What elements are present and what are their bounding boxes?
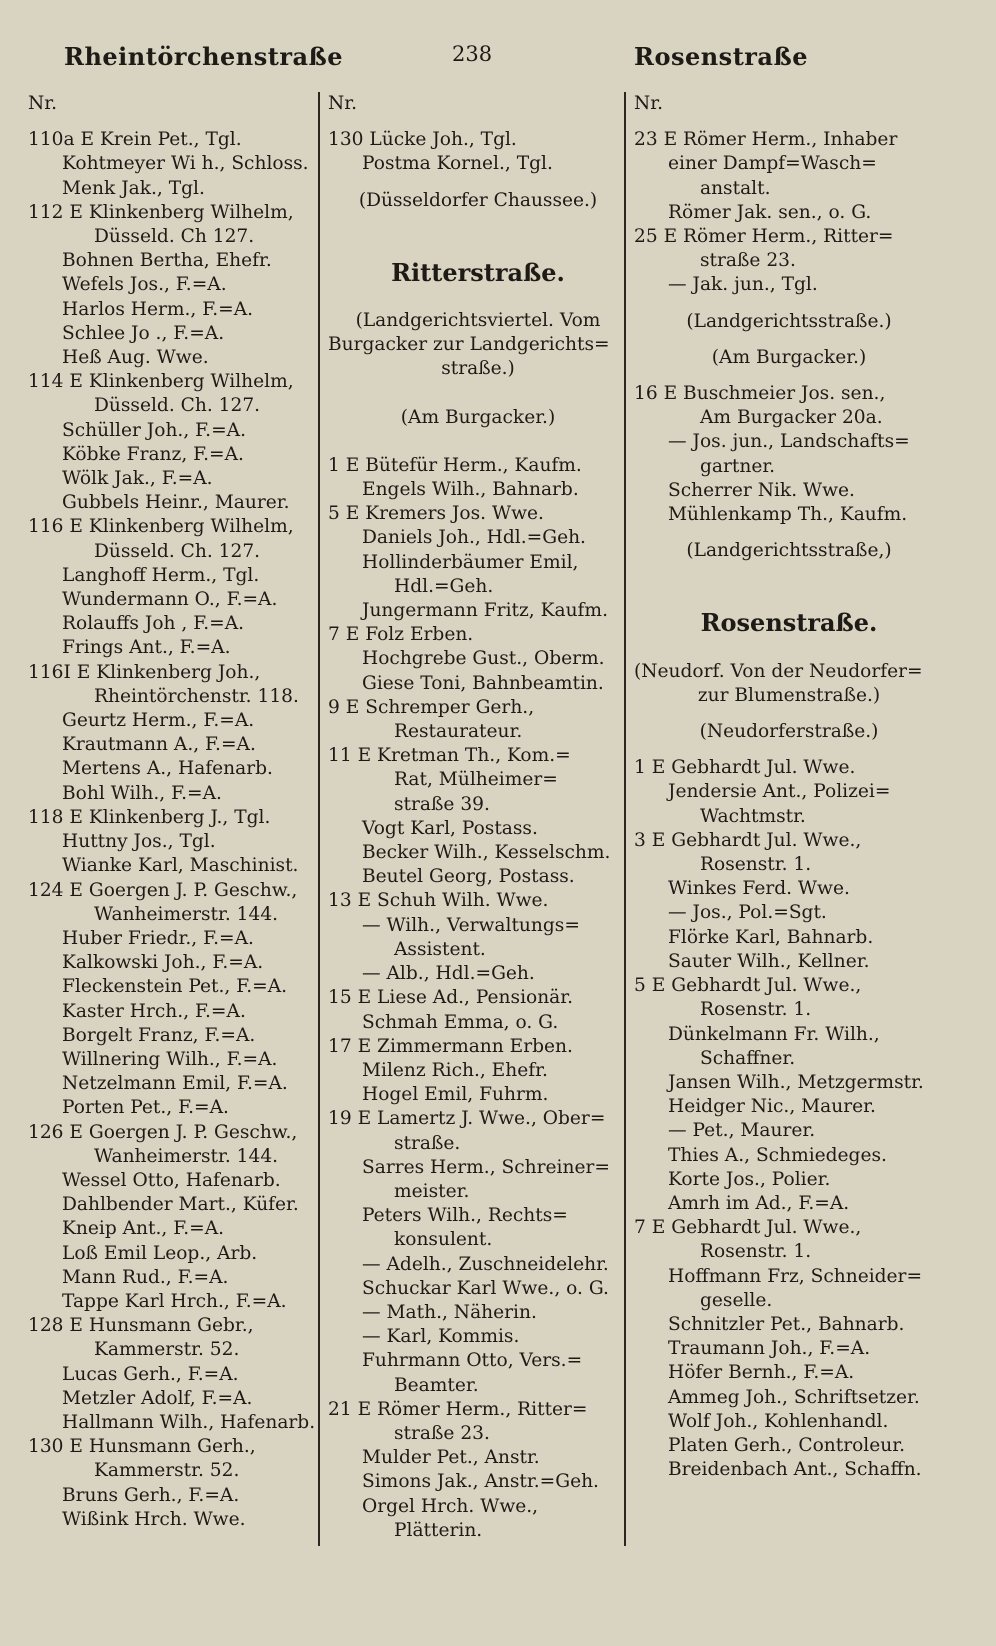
directory-entry: — Jos. jun., Landschafts= [668,431,910,453]
street-description: Burgacker zur Landgerichts= [328,334,610,356]
directory-entry: Wianke Karl, Maschinist. [62,855,299,877]
directory-entry: Wundermann O., F.=A. [62,589,278,611]
directory-entry: Engels Wilh., Bahnarb. [362,479,579,501]
directory-entry: 15 E Liese Ad., Pensionär. [328,987,574,1009]
directory-entry: Huber Friedr., F.=A. [62,927,254,949]
directory-entry: 110a E Krein Pet., Tgl. [28,129,242,151]
directory-entry: — Math., Näherin. [362,1301,537,1323]
directory-entry: Wanheimerstr. 144. [94,903,279,925]
directory-entry: Kammerstr. 52. [94,1460,240,1482]
directory-entry: Rat, Mülheimer= [394,769,558,791]
entry-list [634,382,944,527]
directory-entry: Breidenbach Ant., Schaffn. [668,1459,922,1481]
directory-entry: Hoffmann Frz, Schneider= [668,1265,923,1287]
directory-entry: straße 39. [394,793,490,815]
directory-entry: 25 E Römer Herm., Ritter= [634,226,894,248]
directory-entry: — Pet., Maurer. [668,1120,816,1142]
directory-entry: — Alb., Hdl.=Geh. [362,963,535,985]
directory-entry: Düsseld. Ch 127. [94,226,255,248]
directory-entry: Römer Jak. sen., o. G. [668,201,872,223]
directory-entry: Sarres Herm., Schreiner= [362,1156,610,1178]
nr-heading: Nr. [28,93,58,114]
directory-entry: Fuhrmann Otto, Vers.= [362,1350,583,1372]
nr-heading: Nr. [634,93,664,114]
directory-entry: 9 E Schremper Gerh., [328,696,535,718]
directory-entry: 5 E Gebhardt Jul. Wwe., [634,975,862,997]
street-heading: Ritterstraße. [391,260,565,286]
directory-entry: 17 E Zimmermann Erben. [328,1035,573,1057]
directory-entry: Hdl.=Geh. [394,575,494,597]
directory-entry: 11 E Kretman Th., Kom.= [328,745,571,767]
directory-entry: Giese Toni, Bahnbeamtin. [362,672,604,694]
directory-entry: Fleckenstein Pet., F.=A. [62,976,288,998]
street-description: (Landgerichtsviertel. Vom [355,310,601,332]
directory-entry: Metzler Adolf, F.=A. [62,1387,253,1409]
directory-entry: Rolauffs Joh , F.=A. [62,613,245,635]
directory-entry: Heß Aug. Wwe. [62,347,209,369]
directory-entry: 13 E Schuh Wilh. Wwe. [328,890,549,912]
directory-entry: konsulent. [394,1229,493,1251]
directory-entry: Wefels Jos., F.=A. [62,274,227,296]
directory-entry: — Wilh., Verwaltungs= [362,914,580,936]
directory-entry: 19 E Lamertz J. Wwe., Ober= [328,1108,606,1130]
directory-entry: Scherrer Nik. Wwe. [668,479,855,501]
directory-entry: Plätterin. [394,1519,483,1541]
directory-entry: Sauter Wilh., Kellner. [668,950,870,972]
directory-entry: Bohnen Bertha, Ehefr. [62,250,272,272]
cross-street: (Neudorferstraße.) [699,721,879,743]
directory-entry: Mertens A., Hafenarb. [62,758,273,780]
directory-entry: Düsseld. Ch. 127. [94,540,261,562]
directory-entry: Bruns Gerh., F.=A. [62,1484,240,1506]
directory-entry: Milenz Rich., Ehefr. [362,1059,548,1081]
directory-entry: Heidger Nic., Maurer. [668,1096,876,1118]
street-description: zur Blumenstraße.) [697,684,881,706]
directory-entry: Porten Pet., F.=A. [62,1097,229,1119]
directory-entry: einer Dampf=Wasch= [668,153,877,175]
directory-entry: straße 23. [700,250,796,272]
directory-entry: Assistent. [394,938,486,960]
directory-entry: Loß Emil Leop., Arb. [62,1242,258,1264]
directory-entry: Kaster Hrch., F.=A. [62,1000,246,1022]
directory-entry: 1 E Bütefür Herm., Kaufm. [328,454,582,476]
directory-entry: — Jos., Pol.=Sgt. [668,902,827,924]
directory-entry: Hallmann Wilh., Hafenarb. [62,1411,316,1433]
directory-entry: Kohtmeyer Wi h., Schloss. [62,153,309,175]
street-description: (Neudorf. Von der Neudorfer= [634,660,923,682]
directory-entry: Orgel Hrch. Wwe., [362,1495,539,1517]
cross-street: (Landgerichtsstraße,) [686,540,892,562]
directory-entry: Harlos Herm., F.=A. [62,298,254,320]
cross-street: (Landgerichtsstraße.) [686,310,892,332]
cross-street: (Düsseldorfer Chaussee.) [358,189,598,211]
directory-entry: Postma Kornel., Tgl. [362,153,553,175]
running-head-right: Rosenstraße [634,42,808,71]
directory-entry: Netzelmann Emil, F.=A. [62,1073,288,1095]
directory-entry: Daniels Joh., Hdl.=Geh. [362,527,586,549]
directory-entry: Becker Wilh., Kesselschm. [362,842,611,864]
directory-entry: Höfer Bernh., F.=A. [668,1362,855,1384]
directory-entry: Schaffner. [700,1047,796,1069]
directory-entry: Wölk Jak., F.=A. [62,468,213,490]
directory-entry: Dünkelmann Fr. Wilh., [668,1023,880,1045]
cross-street: (Am Burgacker.) [400,406,556,428]
directory-entry: Wißink Hrch. Wwe. [62,1508,246,1530]
directory-entry: Simons Jak., Anstr.=Geh. [362,1471,599,1493]
nr-heading: Nr. [328,93,358,114]
entry-list [634,756,944,1482]
directory-entry: 114 E Klinkenberg Wilhelm, [28,371,294,393]
directory-entry: anstalt. [700,177,771,199]
entry-list [28,128,320,1532]
directory-entry: Hochgrebe Gust., Oberm. [362,648,605,670]
page-number: 238 [452,42,493,66]
directory-entry: Jansen Wilh., Metzgermstr. [668,1071,924,1093]
directory-entry: Dahlbender Mart., Küfer. [62,1194,299,1216]
cross-street: (Am Burgacker.) [711,346,867,368]
directory-entry: 130 E Hunsmann Gerh., [28,1436,256,1458]
directory-entry: Mulder Pet., Anstr. [362,1447,540,1469]
directory-entry: Thies A., Schmiedeges. [668,1144,887,1166]
directory-entry: Traumann Joh., F.=A. [668,1338,871,1360]
directory-entry: Kneip Ant., F.=A. [62,1218,225,1240]
directory-entry: Amrh im Ad., F.=A. [668,1192,850,1214]
running-head-left: Rheintörchenstraße [64,42,344,71]
directory-entry: Korte Jos., Polier. [668,1168,831,1190]
column-2 [328,92,628,1543]
directory-entry: Ammeg Joh., Schriftsetzer. [668,1386,920,1408]
directory-entry: Mann Rud., F.=A. [62,1266,229,1288]
directory-entry: Geurtz Herm., F.=A. [62,710,255,732]
directory-entry: — Karl, Kommis. [362,1326,520,1348]
directory-entry: Bohl Wilh., F.=A. [62,782,222,804]
directory-entry: Wachtmstr. [700,805,806,827]
directory-entry: 116 E Klinkenberg Wilhelm, [28,516,294,538]
directory-entry: geselle. [700,1289,773,1311]
directory-entry: Willnering Wilh., F.=A. [62,1048,278,1070]
directory-entry: 126 E Goergen J. P. Geschw., [28,1121,298,1143]
directory-entry: 7 E Gebhardt Jul. Wwe., [634,1217,862,1239]
directory-entry: Köbke Franz, F.=A. [62,443,244,465]
directory-entry: 7 E Folz Erben. [328,624,474,646]
directory-entry: Lucas Gerh., F.=A. [62,1363,239,1385]
street-description: straße.) [441,358,515,380]
directory-entry: Huttny Jos., Tgl. [62,831,216,853]
directory-entry: Hogel Emil, Fuhrm. [362,1084,549,1106]
directory-entry: Beutel Georg, Postass. [362,866,575,888]
directory-entry: — Adelh., Zuschneidelehr. [362,1253,609,1275]
directory-entry: Rheintörchenstr. 118. [94,685,299,707]
directory-entry: Winkes Ferd. Wwe. [668,878,850,900]
directory-entry: Menk Jak., Tgl. [62,177,205,199]
directory-entry: gartner. [700,455,776,477]
directory-entry: 116I E Klinkenberg Joh., [28,661,261,683]
directory-entry: 130 Lücke Joh., Tgl. [328,129,517,151]
directory-entry: 3 E Gebhardt Jul. Wwe., [634,829,862,851]
directory-entry: straße. [394,1132,461,1154]
directory-entry: 21 E Römer Herm., Ritter= [328,1398,588,1420]
directory-entry: straße 23. [394,1422,490,1444]
directory-entry: 128 E Hunsmann Gebr., [28,1315,254,1337]
directory-entry: 112 E Klinkenberg Wilhelm, [28,201,294,223]
directory-entry: Restaurateur. [394,721,523,743]
directory-entry: Schmah Emma, o. G. [362,1011,559,1033]
directory-entry: Jendersie Ant., Polizei= [668,781,891,803]
directory-entry: Wanheimerstr. 144. [94,1145,279,1167]
entry-list [328,454,628,1543]
directory-entry: Kammerstr. 52. [94,1339,240,1361]
directory-entry: — Jak. jun., Tgl. [668,274,818,296]
directory-entry: Beamter. [394,1374,479,1396]
directory-entry: Vogt Karl, Postass. [362,817,538,839]
directory-entry: Frings Ant., F.=A. [62,637,231,659]
directory-entry: Gubbels Heinr., Maurer. [62,492,290,514]
entry-list [634,128,944,297]
directory-entry: 23 E Römer Herm., Inhaber [634,129,898,151]
directory-entry: Rosenstr. 1. [700,999,812,1021]
directory-entry: Platen Gerh., Controleur. [668,1434,905,1456]
directory-entry: 118 E Klinkenberg J., Tgl. [28,806,271,828]
directory-entry: 16 E Buschmeier Jos. sen., [634,383,886,405]
directory-entry: Jungermann Fritz, Kaufm. [362,600,608,622]
directory-entry: Düsseld. Ch. 127. [94,395,261,417]
directory-entry: Hollinderbäumer Emil, [362,551,579,573]
directory-entry: Langhoff Herm., Tgl. [62,564,260,586]
directory-entry: Wolf Joh., Kohlenhandl. [668,1410,889,1432]
directory-entry: Rosenstr. 1. [700,1241,812,1263]
directory-entry: Borgelt Franz, F.=A. [62,1024,256,1046]
directory-entry: Schüller Joh., F.=A. [62,419,246,441]
directory-entry: meister. [394,1180,470,1202]
directory-entry: Am Burgacker 20a. [700,407,883,429]
column-1 [28,92,320,1532]
street-heading: Rosenstraße. [700,611,878,636]
directory-entry: Rosenstr. 1. [700,854,812,876]
directory-entry: Peters Wilh., Rechts= [362,1205,568,1227]
directory-entry: Wessel Otto, Hafenarb. [62,1169,281,1191]
directory-entry: Kalkowski Joh., F.=A. [62,952,264,974]
directory-entry: Mühlenkamp Th., Kaufm. [668,504,908,526]
directory-entry: Krautmann A., F.=A. [62,734,256,756]
directory-entry: Schlee Jo ., F.=A. [62,322,225,344]
entry-list [328,128,628,176]
column-3 [634,92,944,1482]
directory-entry: 5 E Kremers Jos. Wwe. [328,503,544,525]
directory-entry: 124 E Goergen J. P. Geschw., [28,879,298,901]
directory-entry: Flörke Karl, Bahnarb. [668,926,874,948]
directory-entry: 1 E Gebhardt Jul. Wwe. [634,757,856,779]
directory-entry: Schnitzler Pet., Bahnarb. [668,1313,905,1335]
directory-entry: Schuckar Karl Wwe., o. G. [362,1277,609,1299]
directory-entry: Tappe Karl Hrch., F.=A. [62,1290,287,1312]
